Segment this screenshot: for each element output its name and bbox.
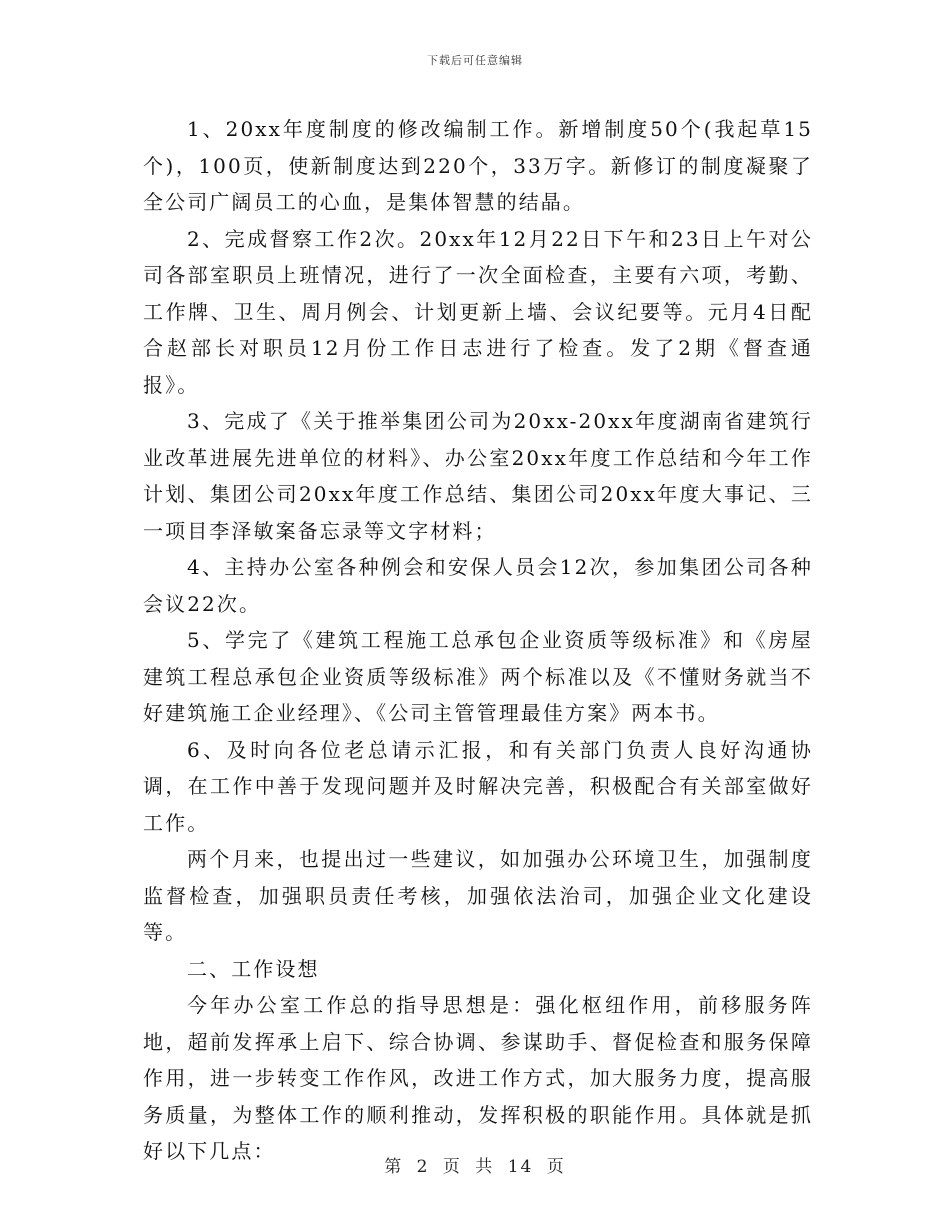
paragraph-1: 1、20xx年度制度的修改编制工作。新增制度50个(我起草15个)，100页，使新制度达到220个，33万字。新修订的制度凝聚了全公司广阔员工的心血，是集体智慧的结晶。 xyxy=(143,117,813,214)
paragraph-2: 2、完成督察工作2次。20xx年12月22日下午和23日上午对公司各部室职员上班情况，进行了一次全面检查，主要有六项，考勤、工作牌、卫生、周月例会、计划更新上墙、会议纪要等。元月4日配合赵部长对职员12月份工作日志进行了检查。发了2期《督查通报》。 xyxy=(143,226,813,397)
document-body xyxy=(143,111,813,1170)
paragraph-5: 5、学完了《建筑工程施工总承包企业资质等级标准》和《房屋建筑工程总承包企业资质等级标准》两个标准以及《不懂财务就当不好建筑施工企业经理》、《公司主管管理最佳方案》两本书。 xyxy=(143,628,813,725)
page-header: 下载后可任意编辑 xyxy=(427,54,523,67)
paragraph-4: 4、主持办公室各种例会和安保人员会12次，参加集团公司各种会议22次。 xyxy=(143,555,813,616)
section-heading-work-plan: 二、工作设想 xyxy=(187,956,320,981)
paragraph-guiding-idea: 今年办公室工作总的指导思想是：强化枢纽作用，前移服务阵地，超前发挥承上启下、综合协调、参谋助手、督促检查和服务保障作用，进一步转变工作作风，改进工作方式，加大服务力度，提高服务质量，为整体工作的顺利推动，发挥积极的职能作用。具体就是抓好以下几点： xyxy=(143,993,813,1163)
page-footer: 第 2 页 共 14 页 xyxy=(384,1157,566,1177)
paragraph-3: 3、完成了《关于推举集团公司为20xx-20xx年度湖南省建筑行业改革进展先进单位的材料》、办公室20xx年度工作总结和今年工作计划、集团公司20xx年度工作总结、集团公司20xx年度大事记、三一项目李泽敏案备忘录等文字材料； xyxy=(143,409,813,543)
paragraph-suggestions: 两个月来，也提出过一些建议，如加强办公环境卫生，加强制度监督检查，加强职员责任考核，加强依法治司，加强企业文化建设等。 xyxy=(143,847,813,944)
paragraph-6: 6、及时向各位老总请示汇报，和有关部门负责人良好沟通协调，在工作中善于发现问题并及时解决完善，积极配合有关部室做好工作。 xyxy=(143,737,813,835)
